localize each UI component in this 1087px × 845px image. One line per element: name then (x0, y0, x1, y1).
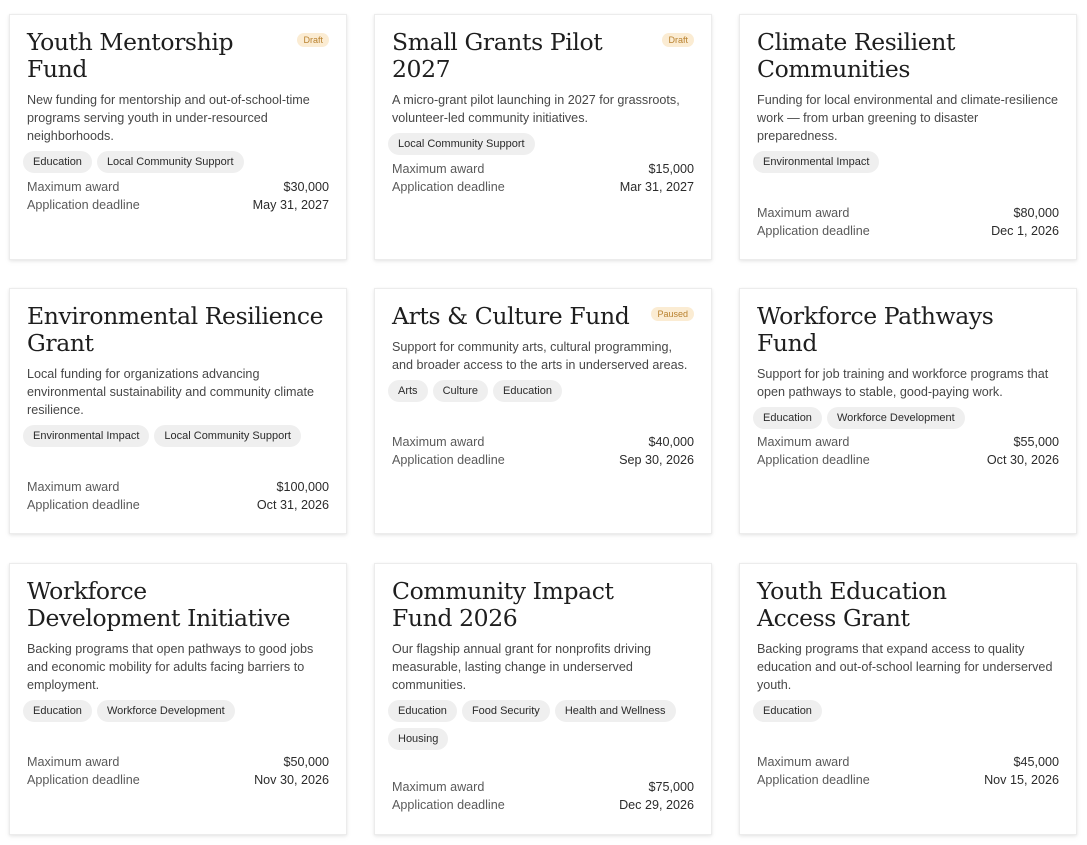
tag: Culture (433, 380, 488, 402)
grant-card[interactable] (9, 288, 347, 534)
card-header (392, 578, 694, 632)
grant-description: Funding for local environmental and climate-resilience work — from urban greening to disaster preparedness. (757, 93, 1059, 143)
tag: Housing (388, 728, 448, 750)
max-award-label: Maximum award (757, 435, 850, 449)
max-award-row (27, 178, 329, 196)
card-header (27, 29, 329, 83)
grant-meta (757, 753, 1059, 789)
tag: Education (388, 700, 457, 722)
deadline-label: Application deadline (27, 498, 140, 512)
grant-title[interactable]: Community Impact Fund 2026 (392, 577, 614, 632)
deadline-row (27, 196, 329, 214)
max-award-label: Maximum award (392, 780, 485, 794)
max-award-row (392, 433, 694, 451)
grant-description: Support for job training and workforce programs that open pathways to stable, good-paying work. (757, 367, 1049, 399)
grant-card[interactable] (374, 14, 712, 260)
deadline-value: Nov 30, 2026 (254, 773, 329, 787)
max-award-row (757, 204, 1059, 222)
deadline-label: Application deadline (757, 224, 870, 238)
status-badge: Paused (651, 307, 694, 321)
deadline-value: Nov 15, 2026 (984, 773, 1059, 787)
max-award-row (392, 778, 694, 796)
deadline-label: Application deadline (392, 798, 505, 812)
grant-description: Local funding for organizations advancing environmental sustainability and community climate resilience. (27, 367, 314, 417)
grant-description: Support for community arts, cultural programming, and broader access to the arts in underserved areas. (392, 340, 688, 372)
tag: Education (493, 380, 562, 402)
deadline-row (392, 178, 694, 196)
grant-title[interactable]: Climate Resilient Communities (757, 28, 956, 83)
deadline-value: Dec 29, 2026 (619, 798, 694, 812)
max-award-value: $45,000 (1013, 755, 1059, 769)
deadline-row (757, 451, 1059, 469)
grant-card[interactable] (739, 14, 1077, 260)
grant-title[interactable]: Youth Mentorship Fund (27, 28, 234, 83)
max-award-value: $75,000 (648, 780, 694, 794)
card-header (392, 303, 694, 330)
card-header (27, 303, 329, 357)
grant-card[interactable] (739, 563, 1077, 835)
deadline-value: Oct 30, 2026 (986, 453, 1059, 467)
max-award-row (27, 753, 329, 771)
deadline-value: Mar 31, 2027 (619, 180, 694, 194)
grant-meta (392, 160, 694, 196)
max-award-label: Maximum award (757, 755, 850, 769)
deadline-row (27, 771, 329, 789)
max-award-value: $30,000 (283, 180, 329, 194)
grant-meta (757, 433, 1059, 469)
grant-meta (392, 778, 694, 814)
tag: Food Security (462, 700, 550, 722)
deadline-label: Application deadline (757, 453, 870, 467)
max-award-value: $15,000 (648, 162, 694, 176)
tag-list (753, 700, 1059, 722)
tag: Local Community Support (97, 151, 244, 173)
tag-list (23, 151, 329, 173)
tag: Education (23, 151, 92, 173)
grant-description: A micro-grant pilot launching in 2027 for grassroots, volunteer-led community initiatives. (392, 93, 680, 125)
card-header (757, 578, 1059, 632)
tag: Local Community Support (388, 133, 535, 155)
grant-title[interactable]: Small Grants Pilot 2027 (392, 28, 603, 83)
deadline-value: Oct 31, 2026 (256, 498, 329, 512)
status-badge: Draft (297, 33, 329, 47)
grant-card[interactable] (374, 563, 712, 835)
tag-list (388, 700, 694, 750)
tag-list (23, 425, 329, 447)
grant-meta (27, 753, 329, 789)
grant-title[interactable]: Workforce Development Initiative (27, 577, 291, 632)
deadline-row (392, 796, 694, 814)
deadline-label: Application deadline (27, 773, 140, 787)
grant-card[interactable] (9, 14, 347, 260)
grant-description: Backing programs that open pathways to good jobs and economic mobility for adults facing barriers to employment. (27, 642, 314, 692)
tag: Health and Wellness (555, 700, 676, 722)
grant-title[interactable]: Workforce Pathways Fund (757, 302, 994, 357)
card-header (27, 578, 329, 632)
grant-card[interactable] (374, 288, 712, 534)
grant-meta (27, 178, 329, 214)
tag: Education (23, 700, 92, 722)
tag: Education (753, 407, 822, 429)
tag-list (388, 133, 694, 155)
tag: Environmental Impact (753, 151, 879, 173)
max-award-value: $80,000 (1013, 206, 1059, 220)
tag: Local Community Support (154, 425, 301, 447)
grant-description: Backing programs that expand access to quality education and out-of-school learning for underserved youth. (757, 642, 1053, 692)
tag-list (388, 380, 694, 402)
grant-title[interactable]: Youth Education Access Grant (757, 577, 947, 632)
status-badge: Draft (662, 33, 694, 47)
max-award-row (757, 433, 1059, 451)
max-award-label: Maximum award (27, 480, 120, 494)
max-award-label: Maximum award (392, 162, 485, 176)
grant-card[interactable] (9, 563, 347, 835)
grant-meta (392, 433, 694, 469)
deadline-row (757, 771, 1059, 789)
max-award-row (392, 160, 694, 178)
grant-description: Our flagship annual grant for nonprofits driving measurable, lasting change in underserved communities. (392, 642, 652, 692)
tag: Arts (388, 380, 428, 402)
tag-list (753, 151, 1059, 173)
max-award-label: Maximum award (757, 206, 850, 220)
tag: Education (753, 700, 822, 722)
max-award-value: $55,000 (1013, 435, 1059, 449)
grant-title[interactable]: Environmental Resilience Grant (27, 302, 324, 357)
card-header (757, 29, 1059, 83)
grant-card[interactable] (739, 288, 1077, 534)
grant-title[interactable]: Arts & Culture Fund (392, 302, 630, 330)
deadline-label: Application deadline (392, 180, 505, 194)
max-award-label: Maximum award (27, 755, 120, 769)
deadline-label: Application deadline (392, 453, 505, 467)
deadline-row (757, 222, 1059, 240)
deadline-row (27, 496, 329, 514)
max-award-label: Maximum award (27, 180, 120, 194)
grant-description: New funding for mentorship and out-of-school-time programs serving youth in under-resourced neighborhoods. (27, 93, 310, 143)
grant-meta (27, 478, 329, 514)
deadline-value: May 31, 2027 (252, 198, 329, 212)
grant-meta (757, 204, 1059, 240)
tag: Environmental Impact (23, 425, 149, 447)
max-award-value: $40,000 (648, 435, 694, 449)
deadline-label: Application deadline (27, 198, 140, 212)
max-award-row (27, 478, 329, 496)
max-award-label: Maximum award (392, 435, 485, 449)
tag: Workforce Development (827, 407, 965, 429)
max-award-row (757, 753, 1059, 771)
max-award-value: $50,000 (283, 755, 329, 769)
tag-list (753, 407, 1059, 429)
max-award-value: $100,000 (276, 480, 329, 494)
tag: Workforce Development (97, 700, 235, 722)
card-header (757, 303, 1059, 357)
deadline-row (392, 451, 694, 469)
deadline-value: Dec 1, 2026 (991, 224, 1059, 238)
card-header (392, 29, 694, 83)
deadline-label: Application deadline (757, 773, 870, 787)
deadline-value: Sep 30, 2026 (619, 453, 694, 467)
tag-list (23, 700, 329, 722)
